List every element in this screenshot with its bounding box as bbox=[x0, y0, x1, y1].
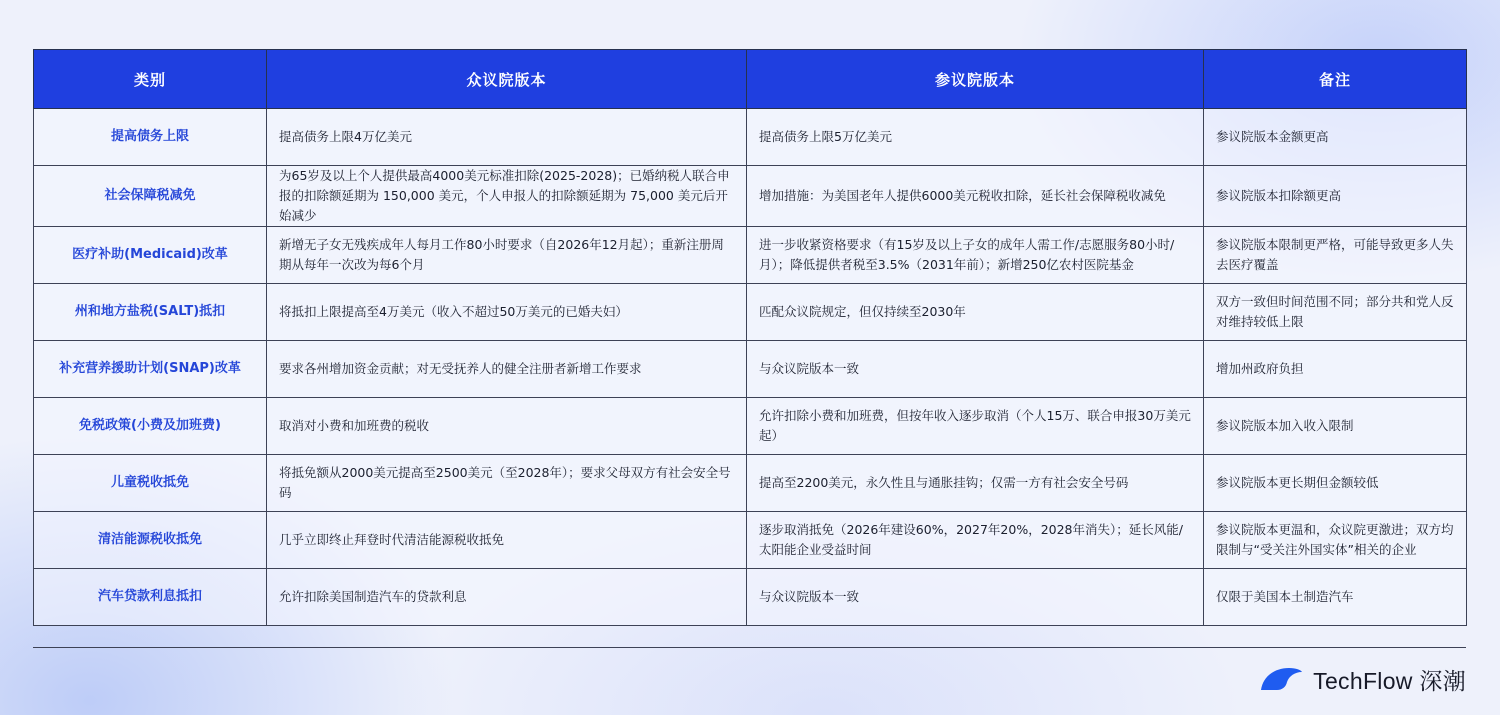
category-cell: 汽车贷款利息抵扣 bbox=[34, 569, 267, 626]
header-category: 类别 bbox=[34, 50, 267, 109]
header-note: 备注 bbox=[1204, 50, 1467, 109]
table-row bbox=[34, 398, 1467, 455]
category-cell: 清洁能源税收抵免 bbox=[34, 512, 267, 569]
note-cell: 参议院版本加入收入限制 bbox=[1204, 398, 1467, 455]
category-cell: 州和地方盐税(SALT)抵扣 bbox=[34, 284, 267, 341]
house-cell: 将抵扣上限提高至4万美元（收入不超过50万美元的已婚夫妇） bbox=[267, 284, 747, 341]
senate-cell: 与众议院版本一致 bbox=[747, 569, 1204, 626]
table-row bbox=[34, 284, 1467, 341]
category-cell: 医疗补助(Medicaid)改革 bbox=[34, 227, 267, 284]
senate-cell: 提高至2200美元，永久性且与通胀挂钩；仅需一方有社会安全号码 bbox=[747, 455, 1204, 512]
note-cell: 参议院版本更温和，众议院更激进；双方均限制与“受关注外国实体”相关的企业 bbox=[1204, 512, 1467, 569]
footer-divider bbox=[33, 647, 1466, 648]
senate-cell: 增加措施：为美国老年人提供6000美元税收扣除，延长社会保障税收减免 bbox=[747, 166, 1204, 227]
table-row bbox=[34, 455, 1467, 512]
house-cell: 为65岁及以上个人提供最高4000美元标准扣除(2025-2028)；已婚纳税人联合申报的扣除额延期为 150,000 美元，个人申报人的扣除额延期为 75,000 美元后开始减少 bbox=[267, 166, 747, 227]
table-header-row bbox=[34, 50, 1467, 109]
table-row bbox=[34, 227, 1467, 284]
senate-cell: 与众议院版本一致 bbox=[747, 341, 1204, 398]
comparison-table-container bbox=[33, 49, 1466, 626]
house-cell: 要求各州增加资金贡献；对无受抚养人的健全注册者新增工作要求 bbox=[267, 341, 747, 398]
senate-cell: 逐步取消抵免（2026年建设60%，2027年20%，2028年消失）；延长风能/太阳能企业受益时间 bbox=[747, 512, 1204, 569]
category-cell: 社会保障税减免 bbox=[34, 166, 267, 227]
senate-cell: 提高债务上限5万亿美元 bbox=[747, 109, 1204, 166]
note-cell: 增加州政府负担 bbox=[1204, 341, 1467, 398]
category-cell: 提高债务上限 bbox=[34, 109, 267, 166]
brand-footer bbox=[1259, 663, 1466, 695]
category-cell: 补充营养援助计划(SNAP)改革 bbox=[34, 341, 267, 398]
house-cell: 取消对小费和加班费的税收 bbox=[267, 398, 747, 455]
comparison-table bbox=[33, 49, 1467, 626]
category-cell: 免税政策(小费及加班费) bbox=[34, 398, 267, 455]
house-cell: 允许扣除美国制造汽车的贷款利息 bbox=[267, 569, 747, 626]
table-row bbox=[34, 109, 1467, 166]
senate-cell: 进一步收紧资格要求（有15岁及以上子女的成年人需工作/志愿服务80小时/月）；降低提供者税至3.5%（2031年前）；新增250亿农村医院基金 bbox=[747, 227, 1204, 284]
category-cell: 儿童税收抵免 bbox=[34, 455, 267, 512]
note-cell: 双方一致但时间范围不同；部分共和党人反对维持较低上限 bbox=[1204, 284, 1467, 341]
header-senate-version: 参议院版本 bbox=[747, 50, 1204, 109]
house-cell: 几乎立即终止拜登时代清洁能源税收抵免 bbox=[267, 512, 747, 569]
senate-cell: 匹配众议院规定，但仅持续至2030年 bbox=[747, 284, 1204, 341]
note-cell: 参议院版本限制更严格，可能导致更多人失去医疗覆盖 bbox=[1204, 227, 1467, 284]
table-row bbox=[34, 512, 1467, 569]
note-cell: 参议院版本金额更高 bbox=[1204, 109, 1467, 166]
header-house-version: 众议院版本 bbox=[267, 50, 747, 109]
table-row bbox=[34, 166, 1467, 227]
techflow-wave-icon bbox=[1259, 666, 1303, 692]
table-row bbox=[34, 569, 1467, 626]
house-cell: 将抵免额从2000美元提高至2500美元（至2028年）；要求父母双方有社会安全号码 bbox=[267, 455, 747, 512]
note-cell: 仅限于美国本土制造汽车 bbox=[1204, 569, 1467, 626]
brand-name: TechFlow 深潮 bbox=[1313, 667, 1466, 694]
note-cell: 参议院版本更长期但金额较低 bbox=[1204, 455, 1467, 512]
house-cell: 提高债务上限4万亿美元 bbox=[267, 109, 747, 166]
house-cell: 新增无子女无残疾成年人每月工作80小时要求（自2026年12月起）；重新注册周期从每年一次改为每6个月 bbox=[267, 227, 747, 284]
senate-cell: 允许扣除小费和加班费，但按年收入逐步取消（个人15万、联合申报30万美元起） bbox=[747, 398, 1204, 455]
table-row bbox=[34, 341, 1467, 398]
note-cell: 参议院版本扣除额更高 bbox=[1204, 166, 1467, 227]
